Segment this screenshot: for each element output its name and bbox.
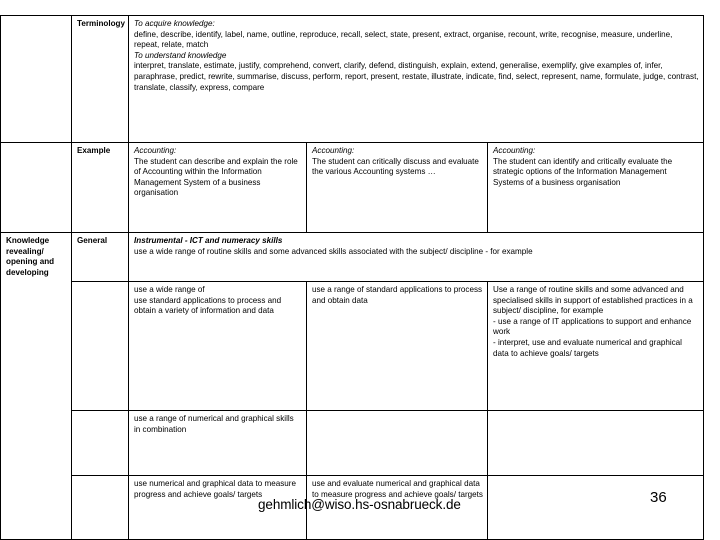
- learning-outcomes-matrix: [0, 15, 704, 540]
- text-line: - use a range of IT applications to support and enhance work: [493, 316, 692, 337]
- cell-level-2: [307, 282, 488, 411]
- text-line: The student can critically discuss and evaluate the various Accounting systems …: [312, 156, 479, 177]
- text-line: interpret, translate, estimate, justify, comprehend, convert, clarify, defend, distinguish, explain, extend, generalise, exemplify, give examples of, infer, paraphrase, predict, rewrite, summarise, discuss, perform, report, present, restate, illustrate, indicate, find, select, represent, name, formulate, judge, contrast, translate, classify, express, compare: [134, 61, 699, 92]
- row-type-label: [72, 282, 129, 411]
- table-row: [1, 143, 704, 233]
- table-row: [1, 233, 704, 282]
- text-line: use and evaluate numerical and graphical data to measure progress and achieve goals/ targets: [312, 479, 483, 499]
- cell-level-3: [488, 476, 704, 540]
- row-type-label: General: [72, 233, 129, 282]
- table-row: [1, 282, 704, 411]
- table-row: [1, 16, 704, 143]
- text-line: Accounting:: [134, 146, 177, 155]
- text-line: The student can identify and critically evaluate the strategic options of the Information Management Systems of a business organisation: [493, 156, 673, 187]
- text-line: define, describe, identify, label, name, outline, reproduce, recall, select, state, present, extract, organise, recount, write, recognise, measure, underline, repeat, relate, match: [134, 29, 673, 50]
- text-line: use a wide range of: [134, 285, 205, 294]
- cell-level-3: [488, 143, 704, 233]
- row-type-label: [72, 476, 129, 540]
- row-axis-label: [1, 16, 72, 143]
- row-type-label: Terminology: [72, 16, 129, 143]
- cell-level-2: [307, 143, 488, 233]
- row-type-label: [72, 411, 129, 476]
- text-line: use a range of standard applications to process and obtain data: [312, 285, 483, 305]
- cell-level-3: [488, 411, 704, 476]
- table-row: [1, 411, 704, 476]
- row-content-merged: [129, 16, 704, 143]
- row-content-merged: [129, 233, 704, 282]
- matrix-body: [1, 16, 704, 540]
- text-line: Instrumental - ICT and numeracy skills: [134, 236, 283, 245]
- email-watermark: gehmlich@wiso.hs-osnabrueck.de: [258, 497, 461, 512]
- row-axis-label: [1, 143, 72, 233]
- text-line: - interpret, use and evaluate numerical and graphical data to achieve goals/ targets: [493, 337, 682, 358]
- cell-level-3: [488, 282, 704, 411]
- cell-level-1: [129, 411, 307, 476]
- cell-level-1: [129, 282, 307, 411]
- row-type-label: Example: [72, 143, 129, 233]
- page-number: 36: [650, 489, 667, 506]
- text-line: To acquire knowledge:: [134, 19, 215, 28]
- row-axis-label: Knowledge revealing/ opening and developing: [1, 233, 72, 540]
- text-line: Use a range of routine skills and some advanced and specialised skills in support of established practices in a subject/ discipline, for example: [493, 285, 693, 316]
- cell-level-1: [129, 143, 307, 233]
- text-line: The student can describe and explain the role of Accounting within the Information Management System of a business organisation: [134, 156, 298, 198]
- text-line: use a range of numerical and graphical skills in combination: [134, 414, 294, 434]
- text-line: use standard applications to process and obtain a variety of information and data: [134, 295, 282, 316]
- text-line: To understand knowledge: [134, 50, 227, 60]
- cell-level-2: [307, 411, 488, 476]
- text-line: use numerical and graphical data to measure progress and achieve goals/ targets: [134, 479, 296, 499]
- text-line: use a wide range of routine skills and some advanced skills associated with the subject/ discipline - for example: [134, 246, 533, 256]
- text-line: Accounting:: [312, 146, 355, 155]
- text-line: Accounting:: [493, 146, 536, 155]
